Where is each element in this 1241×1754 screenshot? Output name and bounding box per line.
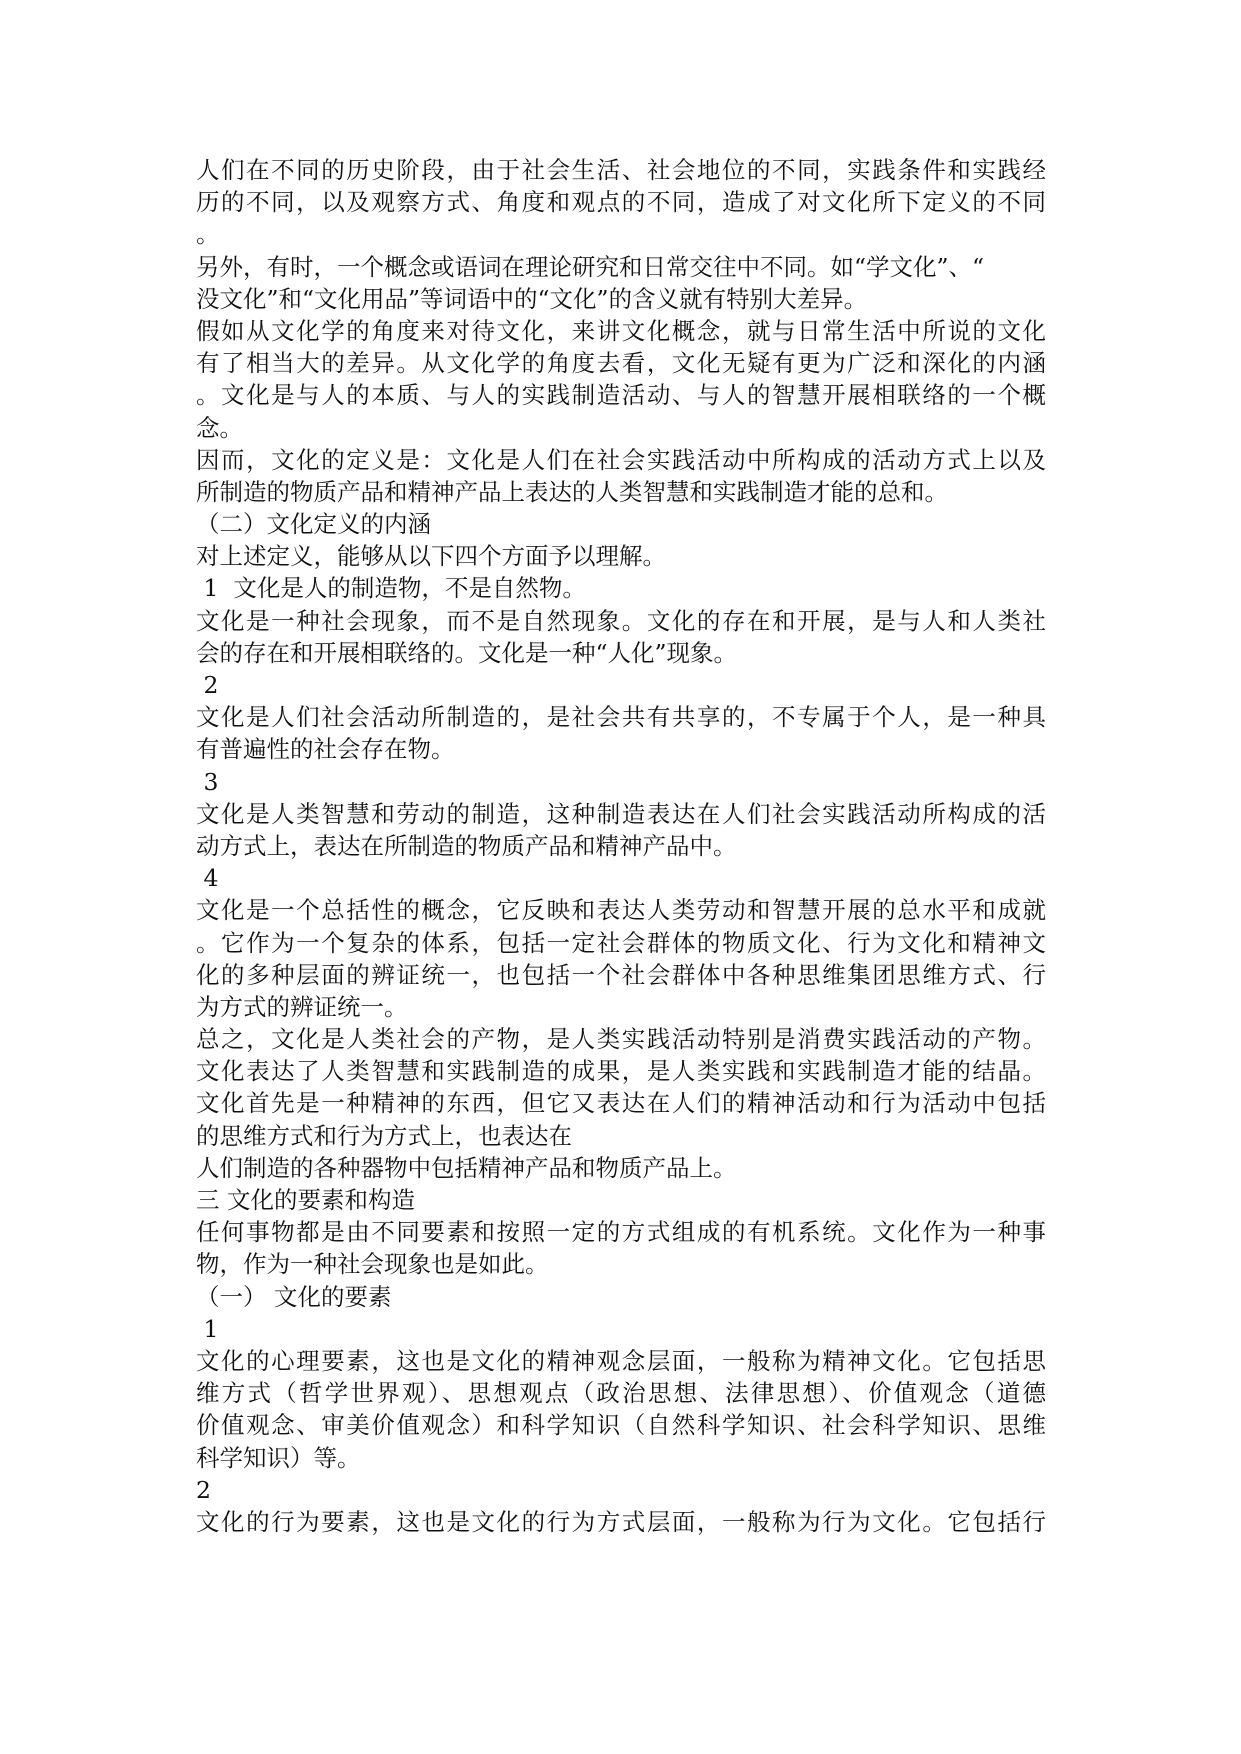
- text-line: 文化是一个总括性的概念，它反映和表达人类劳动和智慧开展的总水平和成就: [196, 896, 1046, 925]
- document-page: [196, 154, 1046, 1538]
- text-line: 假如从文化学的角度来对待文化，来讲文化概念，就与日常生活中所说的文化: [196, 316, 1046, 345]
- text-line: 文化是人们社会活动所制造的，是社会共有共享的，不专属于个人，是一种具: [196, 703, 1046, 732]
- text-line: 有普遍性的社会存在物。: [196, 735, 455, 764]
- text-line: 人们在不同的历史阶段，由于社会生活、社会地位的不同，实践条件和实践经: [196, 156, 1046, 184]
- text-line: 文化表达了人类智慧和实践制造的成果，是人类实践和实践制造才能的结晶。: [196, 1057, 1046, 1086]
- text-line: 2: [196, 671, 219, 699]
- text-line: 文化的行为要素，这也是文化的行为方式层面，一般称为行为文化。它包括行: [196, 1507, 1046, 1536]
- text-line: 。: [196, 220, 220, 249]
- text-line: 动方式上，表达在所制造的物质产品和精神产品中。: [196, 831, 737, 860]
- text-line: 会的存在和开展相联络的。文化是一种“人化”现象。: [196, 638, 738, 667]
- text-line: （一） 文化的要素: [196, 1282, 392, 1311]
- text-line: 对上述定义，能够从以下四个方面予以理解。: [196, 542, 666, 571]
- text-line: 没文化”和“文化用品”等词语中的“文化”的含义就有特别大差异。: [196, 284, 868, 313]
- text-line: 历的不同，以及观察方式、角度和观点的不同，造成了对文化所下定义的不同: [196, 188, 1046, 217]
- text-line: 念。: [196, 413, 243, 442]
- text-line: 1: [196, 1314, 219, 1343]
- text-line: 三 文化的要素和构造: [196, 1186, 415, 1214]
- text-line: 总之，文化是人类社会的产物，是人类实践活动特别是消费实践活动的产物。: [196, 1025, 1046, 1054]
- text-line: 因而，文化的定义是：文化是人们在社会实践活动中所构成的活动方式上以及: [196, 445, 1046, 474]
- text-line: 为方式的辨证统一。: [196, 992, 408, 1021]
- text-line: 4: [196, 864, 219, 893]
- text-line: 维方式（哲学世界观）、思想观点（政治思想、法律思想）、价值观念（道德: [196, 1379, 1046, 1408]
- text-line: 物，作为一种社会现象也是如此。: [196, 1250, 549, 1279]
- text-line: 。文化是与人的本质、与人的实践制造活动、与人的智慧开展相联络的一个概: [196, 381, 1046, 410]
- text-line: 价值观念、审美价值观念）和科学知识（自然科学知识、社会科学知识、思维: [196, 1411, 1046, 1440]
- text-line: 。它作为一个复杂的体系，包括一定社会群体的物质文化、行为文化和精神文: [196, 928, 1046, 957]
- text-line: 2: [196, 1475, 211, 1504]
- text-line: 所制造的物质产品和精神产品上表达的人类智慧和实践制造才能的总和。: [196, 477, 948, 506]
- text-line: 科学知识）等。: [196, 1443, 361, 1472]
- text-line: 文化首先是一种精神的东西，但它又表达在人们的精神活动和行为活动中包括: [196, 1089, 1046, 1118]
- text-line: 1 文化是人的制造物，不是自然物。: [196, 574, 586, 603]
- text-line: 另外，有时，一个概念或语词在理论研究和日常交往中不同。如“学文化”、“: [196, 252, 985, 281]
- text-line: 有了相当大的差异。从文化学的角度去看，文化无疑有更为广泛和深化的内涵: [196, 349, 1046, 378]
- text-line: 文化是人类智慧和劳动的制造，这种制造表达在人们社会实践活动所构成的活: [196, 799, 1046, 828]
- text-line: （二）文化定义的内涵: [196, 510, 431, 539]
- text-line: 化的多种层面的辨证统一，也包括一个社会群体中各种思维集团思维方式、行: [196, 960, 1046, 989]
- text-line: 文化是一种社会现象，而不是自然现象。文化的存在和开展，是与人和人类社: [196, 606, 1046, 635]
- text-line: 3: [196, 767, 219, 796]
- text-line: 文化的心理要素，这也是文化的精神观念层面，一般称为精神文化。它包括思: [196, 1346, 1046, 1375]
- text-line: 人们制造的各种器物中包括精神产品和物质产品上。: [196, 1153, 737, 1182]
- text-line: 任何事物都是由不同要素和按照一定的方式组成的有机系统。文化作为一种事: [196, 1218, 1046, 1247]
- text-line: 的思维方式和行为方式上，也表达在: [196, 1121, 572, 1150]
